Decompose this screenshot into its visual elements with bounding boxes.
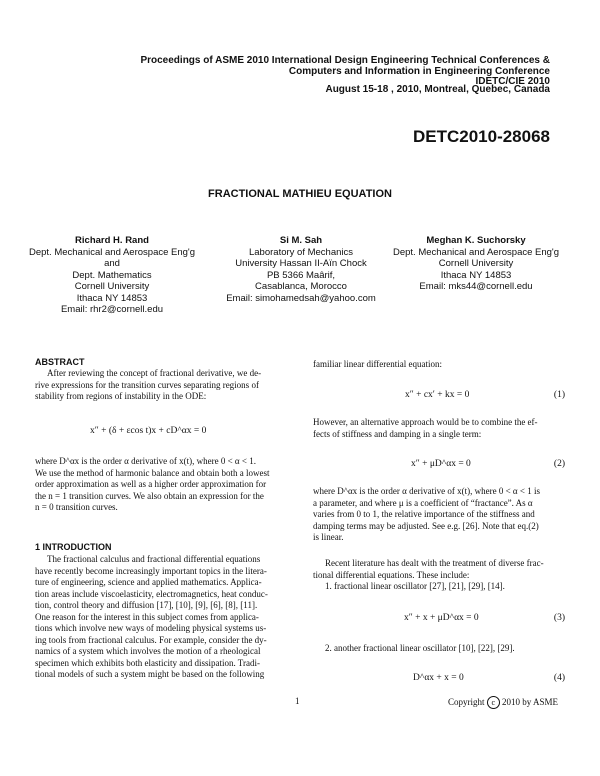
text-line: order approximation as well as a higher order approximation for <box>35 479 267 489</box>
text-line: After reviewing the concept of fractional derivative, we de- <box>47 368 262 378</box>
list-item-1: 1. fractional linear oscillator [27], [21], [29], [14]. <box>325 581 505 591</box>
right-paragraph-4 <box>313 558 565 581</box>
right-paragraph-2 <box>313 417 565 440</box>
equation-3: x″ + x + μD^αx = 0 <box>404 613 479 623</box>
text-line: tional models of such a system might be based on the following <box>35 669 265 679</box>
abstract-equation: x″ + (δ + εcos t)x + cD^αx = 0 <box>90 426 207 436</box>
text-line: tion, control theory and diffusion [17], [10], [9], [6], [8], [11]. <box>35 600 258 610</box>
text-line: tion areas include viscoelasticity, electromagnetics, heat conduc- <box>35 588 268 599</box>
introduction-heading: 1 INTRODUCTION <box>35 542 112 552</box>
paper-title: FRACTIONAL MATHIEU EQUATION <box>208 188 392 200</box>
abstract-heading: ABSTRACT <box>35 357 85 367</box>
text-line: namics of a system which involves the motion of a rheological <box>35 646 261 656</box>
author-affil: Ithaca NY 14853 <box>440 269 512 281</box>
text-line: a parameter, and where μ is a coefficient of “fractance”. As α <box>313 497 533 508</box>
equation-2-number: (2) <box>553 459 565 469</box>
page-number: 1 <box>295 696 300 706</box>
text-line: fects of stiffness and damping in a single term: <box>313 428 482 439</box>
author-affil: Dept. Mechanical and Aerospace Eng'g <box>28 246 196 258</box>
text-line: ture of engineering, science and applied mathematics. Applica- <box>35 577 262 587</box>
abstract-paragraph-2 <box>35 456 287 514</box>
equation-3-number: (3) <box>553 613 565 623</box>
author-affil: Dept. Mathematics <box>72 269 152 281</box>
right-text-1: familiar linear differential equation: <box>313 359 443 369</box>
text-line: where D^αx is the order α derivative of x(t), where 0 < α < 1 is <box>313 486 540 496</box>
conference-line-4: August 15-18 , 2010, Montreal, Quebec, Canada <box>325 84 550 95</box>
author-affil: PB 5366 Maârif, <box>266 269 336 281</box>
text-line: damping terms may be adjusted. See e.g. [26]. Note that eq.(2) <box>313 520 539 531</box>
text-line: Recent literature has dealt with the treatment of diverse frac- <box>325 558 544 568</box>
author-email: Email: mks44@cornell.edu <box>419 281 533 292</box>
author-affil: Laboratory of Mechanics <box>248 246 354 258</box>
equation-4: D^αx + x = 0 <box>413 673 464 683</box>
right-paragraph-3 <box>313 486 565 544</box>
introduction-paragraph <box>35 554 287 681</box>
copyright-notice <box>448 696 558 709</box>
author-block-3 <box>386 235 566 293</box>
author-name: Si M. Sah <box>279 235 323 246</box>
text-line: is linear. <box>313 532 344 542</box>
abstract-paragraph-1 <box>35 368 287 403</box>
text-line: varies from 0 to 1, the relative importance of the stiffness and <box>313 509 535 519</box>
author-name: Meghan K. Suchorsky <box>426 235 526 246</box>
text-line: However, an alternative approach would be to combine the ef- <box>313 417 538 427</box>
text-line: stability from regions of instability in the ODE: <box>35 391 207 401</box>
equation-4-number: (4) <box>553 673 565 683</box>
document-id: DETC2010-28068 <box>412 127 550 146</box>
text-line: tions which involve new ways of modeling physical systems us- <box>35 623 267 633</box>
conference-line-3: IDETC/CIE 2010 <box>475 76 550 87</box>
text-line: where D^αx is the order α derivative of x(t), where 0 < α < 1. <box>35 456 256 466</box>
conference-line-1: Proceedings of ASME 2010 International Design Engineering Technical Conferences & <box>140 55 550 66</box>
author-name: Richard H. Rand <box>75 235 149 246</box>
text-line: have recently become increasingly important topics in the litera- <box>35 565 267 576</box>
author-affil: Casablanca, Morocco <box>255 281 347 292</box>
author-affil: Dept. Mechanical and Aerospace Eng'g <box>392 246 560 258</box>
text-line: One reason for the interest in this subject comes from applica- <box>35 611 259 622</box>
author-affil: and <box>104 258 120 269</box>
author-affil: Ithaca NY 14853 <box>76 292 148 304</box>
conference-line-2: Computers and Information in Engineering Conference <box>288 66 550 77</box>
copyright-icon: c <box>487 696 500 709</box>
author-affil: Cornell University <box>74 281 150 292</box>
text-line: rive expressions for the transition curves separating regions of <box>35 379 259 390</box>
author-block-2 <box>216 235 386 304</box>
text-line: We use the method of harmonic balance and obtain both a lowest <box>35 467 270 478</box>
list-item-2: 2. another fractional linear oscillator [10], [22], [29]. <box>325 643 515 653</box>
text-line: n = 0 transition curves. <box>35 502 118 512</box>
text-line: The fractional calculus and fractional differential equations <box>47 554 261 564</box>
author-affil: University Hassan II-Aïn Chock <box>235 258 367 269</box>
equation-2: x″ + μD^αx = 0 <box>411 459 471 469</box>
text-line: the n = 1 transition curves. We also obtain an expression for the <box>35 490 264 501</box>
copyright-year: 2010 by ASME <box>502 697 559 707</box>
text-line: tional differential equations. These include: <box>313 569 470 580</box>
author-block-1 <box>22 235 202 316</box>
text-line: specimen which exhibits both elasticity and dissipation. Tradi- <box>35 657 260 668</box>
author-affil: Cornell University <box>438 258 514 269</box>
equation-1-number: (1) <box>553 390 565 400</box>
text-line: ing tools from fractional calculus. For example, consider the dy- <box>35 634 267 645</box>
equation-1: x″ + cx′ + kx = 0 <box>405 390 470 400</box>
author-email: Email: simohamedsah@yahoo.com <box>226 292 376 304</box>
copyright-label: Copyright <box>448 697 485 707</box>
author-email: Email: rhr2@cornell.edu <box>60 304 164 315</box>
